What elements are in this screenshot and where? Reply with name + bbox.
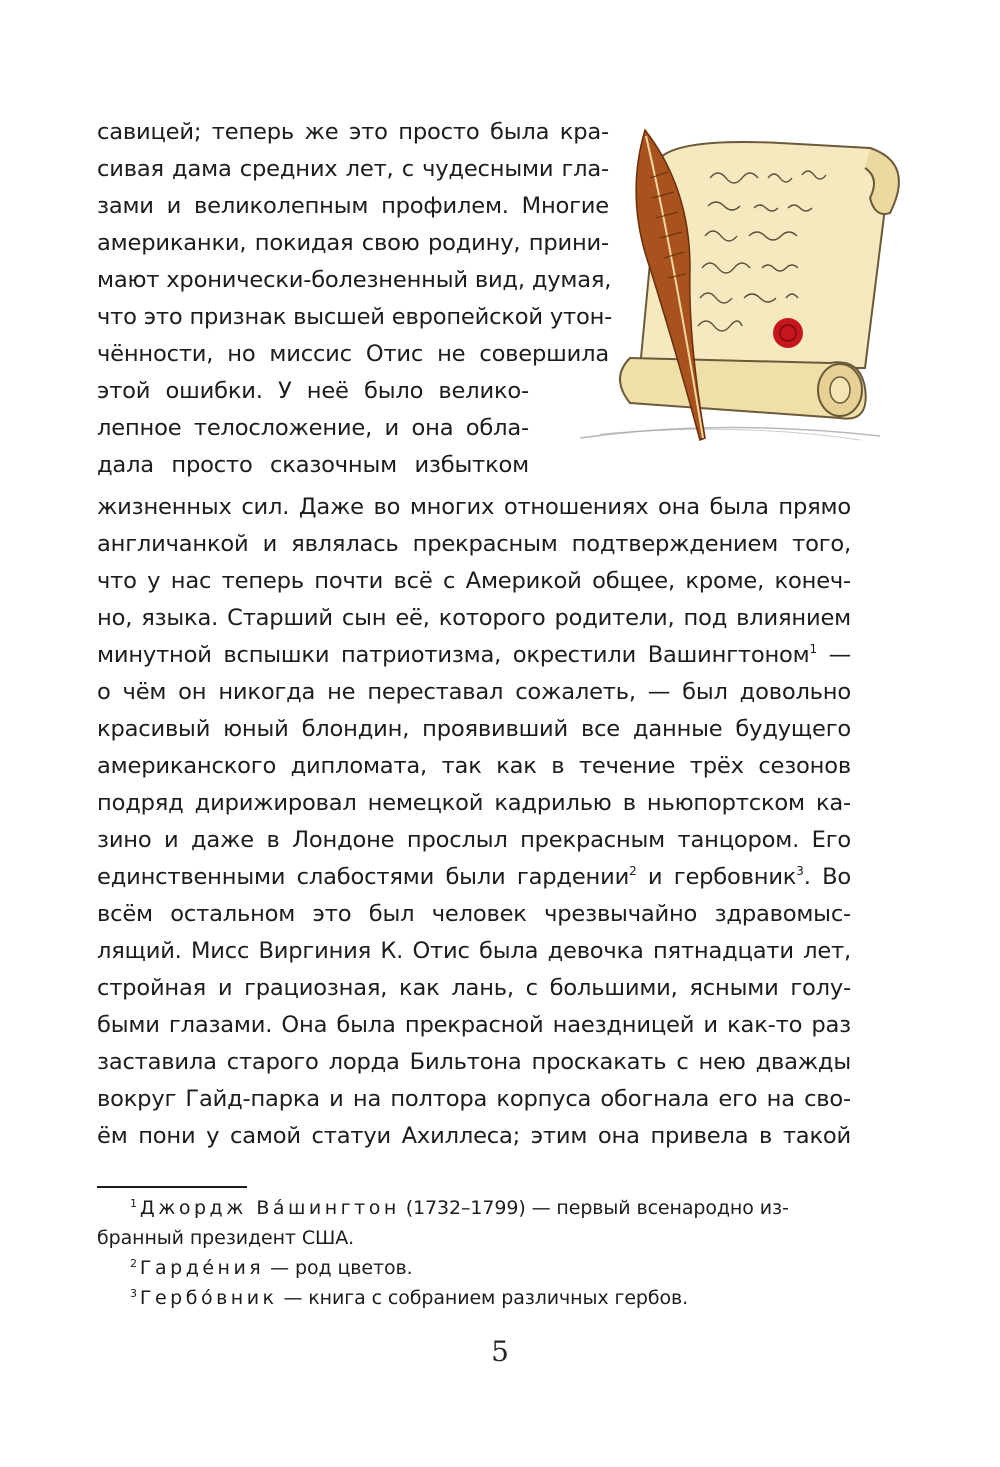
footnote-ref-1[interactable]: 1 bbox=[809, 642, 817, 656]
dash: — bbox=[816, 642, 851, 668]
body-line-text: единственными слабостями были гардении bbox=[97, 864, 630, 890]
footnote-3 bbox=[130, 1284, 688, 1312]
body-line: стройная и грациозная, как лань, с большими, ясными голу- bbox=[97, 975, 851, 1001]
body-line: быми глазами. Она была прекрасной наездницей и как-то раз bbox=[97, 1012, 851, 1038]
body-line: зами и великолепным профилем. Многие bbox=[97, 193, 609, 219]
body-line: чённости, но миссис Отис не совершила bbox=[97, 341, 609, 367]
body-line: этой ошибки. У неё было велико- bbox=[97, 378, 529, 404]
footnote-term: Гербо́вник bbox=[139, 1287, 278, 1309]
scroll-icon bbox=[580, 142, 899, 440]
body-line-text: минутной вспышки патриотизма, окрестили Вашингтоном bbox=[97, 642, 810, 668]
body-line: подряд дирижировал немецкой кадрилью в ньюпортском ка- bbox=[97, 790, 851, 816]
body-line: англичанкой и являлась прекрасным подтверждением того, bbox=[97, 531, 851, 557]
body-line: о чём он никогда не переставал сожалеть, — был довольно bbox=[97, 679, 851, 705]
body-line-with-footnotes-2-3 bbox=[97, 859, 851, 896]
body-line: вокруг Гайд-парка и на полтора корпуса обогнала его на сво- bbox=[97, 1086, 851, 1112]
footnote-number: 2 bbox=[130, 1257, 137, 1270]
footnote-text: — книга с собранием различных гербов. bbox=[277, 1287, 689, 1309]
body-line: заставила старого лорда Бильтона проскакать с нею дважды bbox=[97, 1049, 851, 1075]
body-line: лепное телосложение, и она обла- bbox=[97, 415, 529, 441]
footnote-term: Джордж Ва́шингтон bbox=[139, 1197, 400, 1219]
footnote-term: Гарде́ния bbox=[139, 1257, 265, 1279]
body-line: жизненных сил. Даже во многих отношениях она была прямо bbox=[97, 494, 851, 520]
body-line: но, языка. Старший сын её, которого родители, под влиянием bbox=[97, 605, 851, 631]
footnote-text: — род цветов. bbox=[264, 1257, 413, 1279]
body-line-with-footnote-1 bbox=[97, 637, 851, 674]
wax-seal-icon bbox=[773, 318, 803, 348]
body-line: красивый юный блондин, проявивший все данные будущего bbox=[97, 716, 851, 742]
footnote-ref-3[interactable]: 3 bbox=[796, 864, 804, 878]
body-line: зино и даже в Лондоне прослыл прекрасным танцором. Его bbox=[97, 827, 851, 853]
body-line: мают хронически-болезненный вид, думая, bbox=[97, 267, 612, 293]
body-line: что это признак высшей европейской утон- bbox=[97, 304, 613, 330]
footnote-2 bbox=[130, 1254, 413, 1282]
footnote-1 bbox=[130, 1194, 789, 1222]
footnote-1-continued: бранный президент США. bbox=[97, 1227, 355, 1249]
body-line: американки, покидая свою родину, прини- bbox=[97, 230, 609, 256]
body-line: дала просто сказочным избытком bbox=[97, 452, 529, 478]
body-line: лящий. Мисс Виргиния К. Отис была девочка пятнадцати лет, bbox=[97, 938, 851, 964]
footnote-text: (1732–1799) — первый всенародно из- bbox=[399, 1197, 789, 1219]
body-line: сивая дама средних лет, с чудесными гла- bbox=[97, 156, 609, 182]
body-line-text: . Во bbox=[803, 864, 852, 890]
body-line-text: и гербовник bbox=[636, 864, 797, 890]
body-line: всём остальном это был человек чрезвычайно здравомыс- bbox=[97, 901, 851, 927]
footnote-number: 3 bbox=[130, 1287, 137, 1300]
body-line: американского дипломата, так как в течение трёх сезонов bbox=[97, 753, 851, 779]
page-number: 5 bbox=[491, 1335, 509, 1368]
body-line: что у нас теперь почти всё с Америкой общее, кроме, конеч- bbox=[97, 568, 851, 594]
footnote-number: 1 bbox=[130, 1197, 137, 1210]
footnote-divider bbox=[97, 1186, 247, 1188]
footnote-ref-2[interactable]: 2 bbox=[629, 864, 637, 878]
body-line: ём пони у самой статуи Ахиллеса; этим она привела в такой bbox=[97, 1123, 851, 1149]
body-line: савицей; теперь же это просто была кра- bbox=[97, 119, 609, 145]
